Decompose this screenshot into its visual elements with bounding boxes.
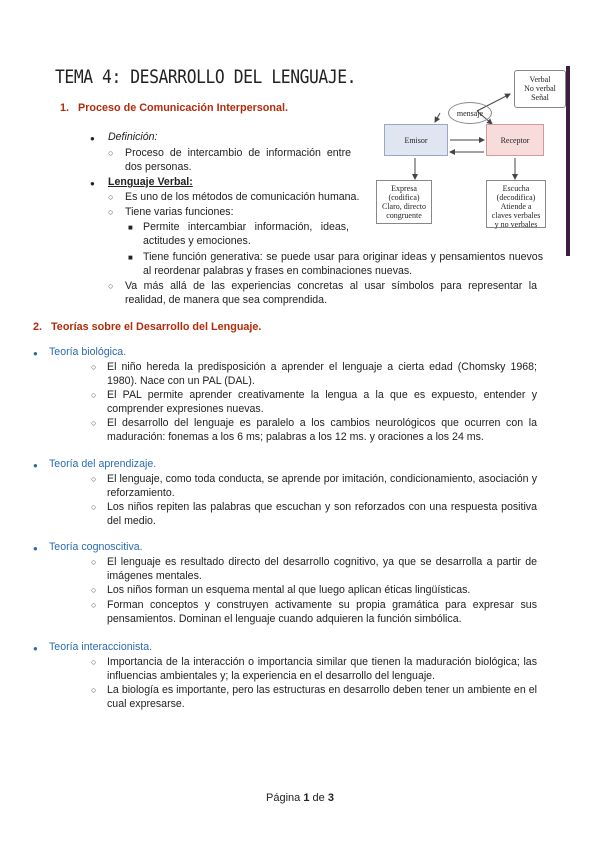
circle-bullet-icon: ○ (91, 474, 97, 484)
circle-bullet-icon: ○ (91, 557, 97, 567)
verbal-point-2: Tiene varias funciones: (125, 206, 234, 218)
circle-bullet-icon: ○ (91, 502, 97, 512)
theory-point: El PAL permite aprender creativamente la lengua a la que es expuesto, entender y comprender expresiones nuevas. (107, 389, 537, 415)
square-bullet-icon: ■ (128, 253, 133, 262)
bullet-icon: ● (33, 349, 38, 358)
square-bullet-icon: ■ (128, 223, 133, 232)
theory-point: Los niños forman un esquema mental al que luego aplican éticas lingüísticas. (107, 584, 471, 596)
diagram-sender-detail: Expresa (codifica) Claro, directo congruente (376, 180, 432, 224)
diagram-receiver-detail: Escucha (decodifica) Atiende a claves verbales y no verbales (486, 180, 546, 228)
circle-bullet-icon: ○ (91, 657, 97, 667)
theory-point: El lenguaje, como toda conducta, se aprende por imitación, condicionamiento, asociación y reforzamiento. (107, 473, 537, 499)
page-title: TEMA 4: DESARROLLO DEL LENGUAJE. (55, 66, 357, 88)
diagram-sender: Emisor (384, 124, 448, 156)
function-1: Permite intercambiar información, ideas, actitudes y emociones. (143, 221, 349, 247)
theory-point: La biología es importante, pero las estructuras en desarrollo deben tener un ambiente en el cual expresarse. (107, 684, 537, 710)
diagram-receiver: Receptor (486, 124, 544, 156)
circle-bullet-icon: ○ (91, 362, 97, 372)
page-number: Página 1 de 3 (266, 792, 334, 804)
bullet-icon: ● (33, 644, 38, 653)
theory-cognitive: Teoría cognoscitiva. (49, 541, 143, 553)
circle-bullet-icon: ○ (108, 281, 114, 291)
circle-bullet-icon: ○ (91, 600, 97, 610)
verbal-language-label: Lenguaje Verbal: (108, 176, 193, 188)
section-1-heading: 1. Proceso de Comunicación Interpersonal. (60, 102, 289, 114)
bullet-icon: ● (90, 179, 95, 188)
communication-diagram (380, 66, 570, 256)
circle-bullet-icon: ○ (91, 418, 97, 428)
diagram-signal-types: Verbal No verbal Señal (514, 70, 566, 108)
bullet-icon: ● (33, 544, 38, 553)
bullet-icon: ● (33, 461, 38, 470)
theory-interactionist: Teoría interaccionista. (49, 641, 153, 653)
circle-bullet-icon: ○ (108, 148, 114, 158)
section-2-heading: 2. Teorías sobre el Desarrollo del Lenguaje. (33, 321, 262, 333)
theory-point: El niño hereda la predisposición a aprender el lenguaje a cierta edad (Chomsky 1968; 1980). Nace con un PAL (DAL). (107, 361, 537, 387)
verbal-point-3: Va más allá de las experiencias concretas al usar símbolos para representar la realidad, de manera que sea comprendida. (125, 280, 537, 306)
theory-point: Los niños repiten las palabras que escuchan y son reforzados con una respuesta positiva del medio. (107, 501, 537, 527)
circle-bullet-icon: ○ (91, 390, 97, 400)
theory-point: Importancia de la interacción o importancia similar que tienen la maduración biológica; las influencias ambientales y; la experiencia en el desarrollo del lenguaje. (107, 656, 537, 682)
theory-point: El lenguaje es resultado directo del desarrollo cognitivo, ya que se desarrolla a partir de imágenes mentales. (107, 556, 537, 582)
bullet-icon: ● (90, 134, 95, 143)
diagram-message: mensaje (448, 102, 492, 124)
theory-point: Forman conceptos y construyen activamente su propia gramática para expresar sus pensamientos. Dominan el lenguaje cuando adquieren la función simbólica. (107, 599, 537, 625)
theory-point: El desarrollo del lenguaje es paralelo a los cambios neurológicos que ocurren con la maduración: fonemas a los 6 ms; palabras a los 12 ms. y oraciones a los 24 ms. (107, 417, 537, 443)
definition-label: Definición: (108, 131, 158, 143)
circle-bullet-icon: ○ (108, 207, 114, 217)
definition-text: Proceso de intercambio de información entre dos personas. (125, 147, 351, 173)
circle-bullet-icon: ○ (108, 192, 114, 202)
function-2: Tiene función generativa: se puede usar para originar ideas y pensamientos nuevos al reordenar palabras y frases en combinaciones nuevas. (143, 251, 543, 277)
theory-biological: Teoría biológica. (49, 346, 127, 358)
circle-bullet-icon: ○ (91, 585, 97, 595)
theory-learning: Teoría del aprendizaje. (49, 458, 157, 470)
circle-bullet-icon: ○ (91, 685, 97, 695)
verbal-point-1: Es uno de los métodos de comunicación humana. (125, 191, 360, 203)
